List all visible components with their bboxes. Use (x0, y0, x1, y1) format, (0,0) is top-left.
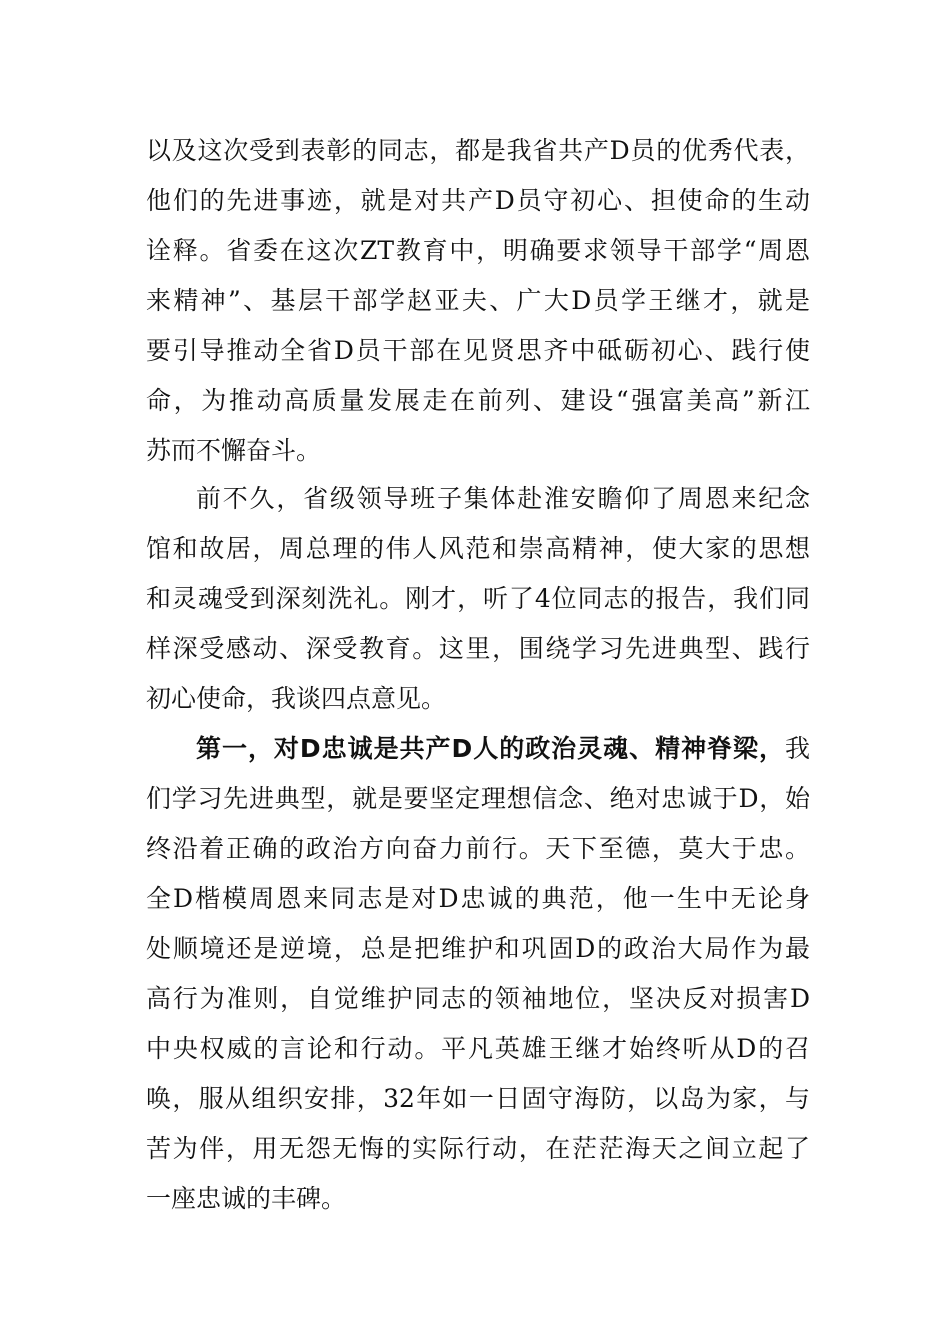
paragraph-line: 诠释。省委在这次ZT教育中，明确要求领导干部学“周恩 (146, 236, 810, 265)
paragraph-line: 命，为推动高质量发展走在前列、建设“强富美高”新江 (146, 386, 810, 415)
paragraph-text: 我 (784, 734, 810, 763)
paragraph-3 (146, 724, 810, 1224)
paragraph-line: 前不久，省级领导班子集体赴淮安瞻仰了周恩来纪念 (196, 484, 810, 513)
paragraph-line: 全D楷模周恩来同志是对D忠诚的典范，他一生中无论身 (146, 884, 810, 913)
paragraph-line: 唤，服从组织安排，32年如一日固守海防，以岛为家，与 (146, 1084, 810, 1113)
paragraph-first-line (146, 724, 810, 774)
paragraph-line: 中央权威的言论和行动。平凡英雄王继才始终听从D的召 (146, 1034, 810, 1063)
paragraph-2 (146, 474, 810, 724)
paragraph-line: 他们的先进事迹，就是对共产D员守初心、担使命的生动 (146, 186, 810, 215)
paragraph-line: 苦为伴，用无怨无悔的实际行动，在茫茫海天之间立起了 (146, 1134, 810, 1163)
paragraph-line: 和灵魂受到深刻洗礼。刚才，听了4位同志的报告，我们同 (146, 584, 810, 613)
paragraph-line: 样深受感动、深受教育。这里，围绕学习先进典型、践行 (146, 634, 810, 663)
paragraph-line: 馆和故居，周总理的伟人风范和崇高精神，使大家的思想 (146, 534, 810, 563)
paragraph-line: 高行为准则，自觉维护同志的领袖地位，坚决反对损害D (146, 984, 810, 1013)
paragraph-line: 们学习先进典型，就是要坚定理想信念、绝对忠诚于D，始 (146, 784, 810, 813)
paragraph-line: 以及这次受到表彰的同志，都是我省共产D员的优秀代表， (146, 136, 810, 165)
paragraph-line: 来精神”、基层干部学赵亚夫、广大D员学王继才，就是 (146, 286, 810, 315)
bold-heading-text: 第一，对D忠诚是共产D人的政治灵魂、精神脊梁， (196, 734, 785, 763)
paragraph-line: 一座忠诚的丰碑。 (146, 1184, 347, 1213)
paragraph-line: 初心使命，我谈四点意见。 (146, 684, 447, 713)
paragraph-1 (146, 126, 810, 476)
paragraph-line: 要引导推动全省D员干部在见贤思齐中砥砺初心、践行使 (146, 336, 810, 365)
paragraph-line: 苏而不懈奋斗。 (146, 436, 322, 465)
paragraph-line: 处顺境还是逆境，总是把维护和巩固D的政治大局作为最 (146, 934, 810, 963)
paragraph-line: 终沿着正确的政治方向奋力前行。天下至德，莫大于忠。 (146, 834, 810, 863)
